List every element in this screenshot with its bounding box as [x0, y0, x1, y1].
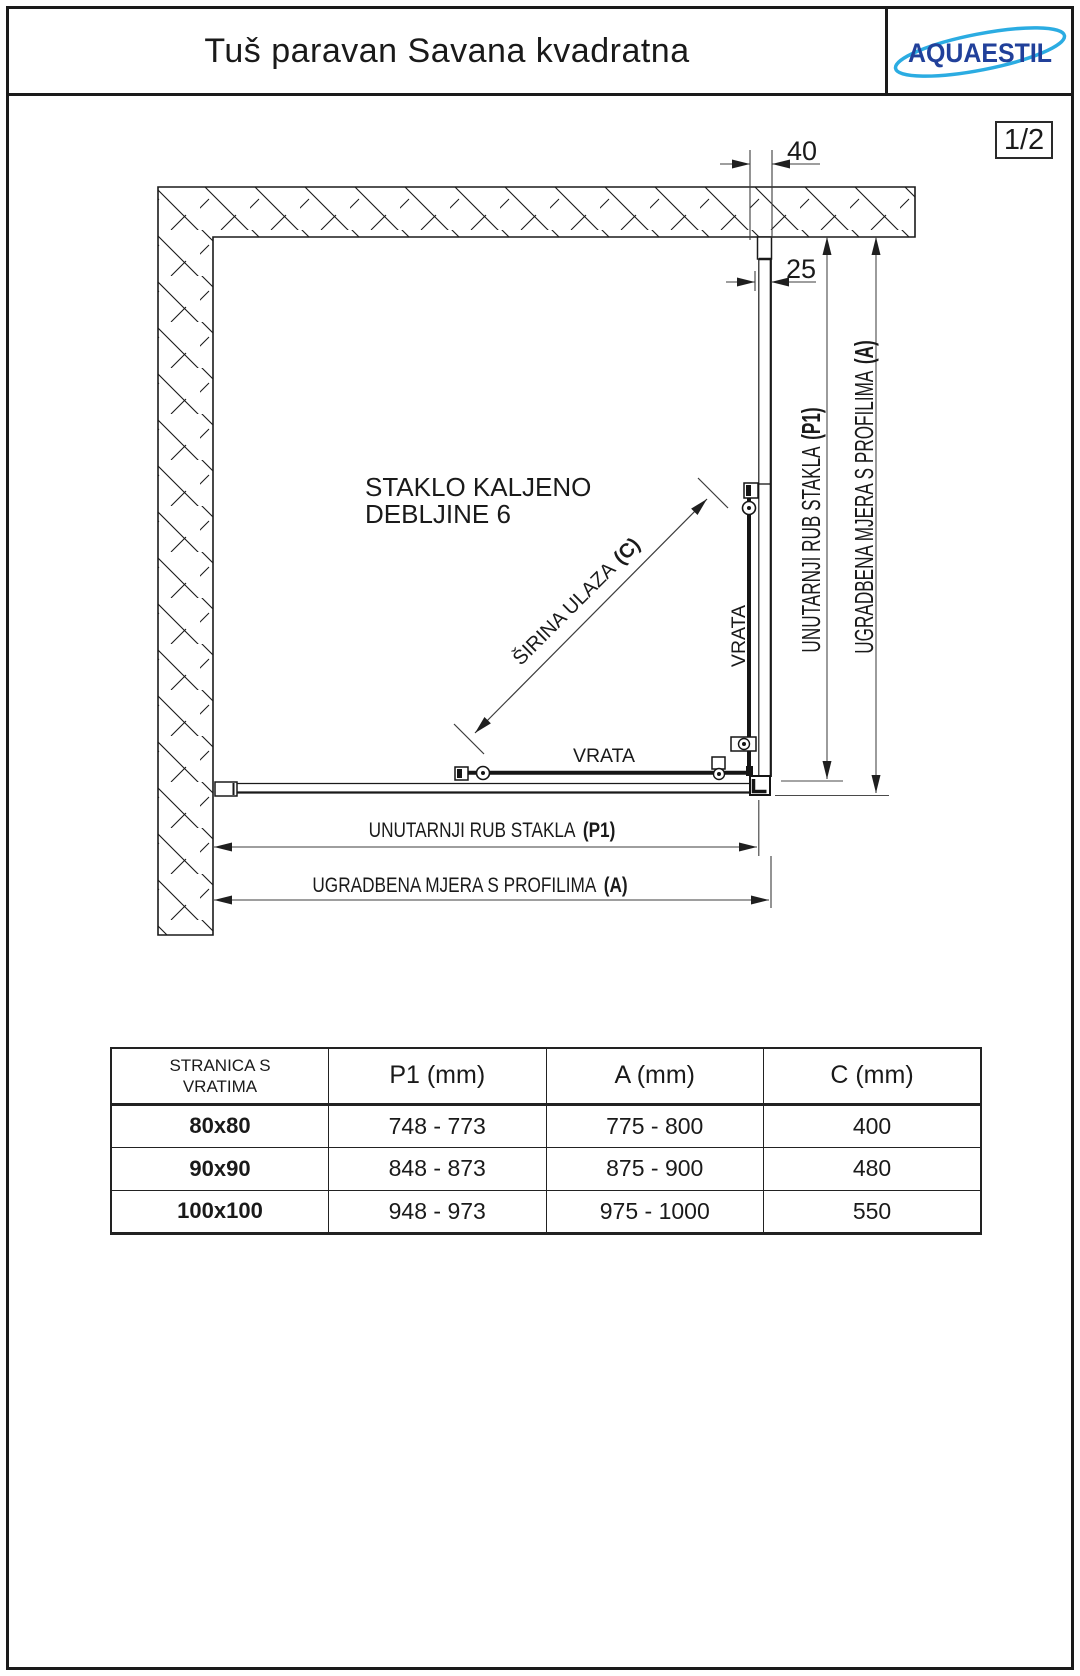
corner-profile — [750, 776, 770, 795]
dim-p1-vertical — [781, 237, 843, 781]
dim-p1-horizontal — [214, 800, 759, 856]
fixed-panel-right — [758, 237, 772, 777]
glass-note — [365, 472, 591, 529]
cell-size: 80x80 — [111, 1104, 329, 1147]
col-header-p1: P1 (mm) — [329, 1048, 547, 1104]
cell-size: 100x100 — [111, 1190, 329, 1233]
glass-note-line2: DEBLJINE 6 — [365, 499, 511, 529]
cell-p1: 748 - 773 — [329, 1104, 547, 1147]
dim-40-value: 40 — [787, 136, 818, 166]
cell-c: 400 — [764, 1104, 982, 1147]
a-vertical-label: UGRADBENA MJERA S PROFILIMA(A) — [849, 340, 879, 654]
roller-bracket — [712, 757, 725, 769]
cell-c: 480 — [764, 1147, 982, 1190]
door-label-horizontal: VRATA — [572, 745, 636, 767]
dim-a-vertical — [775, 237, 889, 796]
p1-vertical-label: UNUTARNJI RUB STAKLA(P1) — [796, 407, 826, 653]
dim-25-value: 25 — [786, 254, 817, 284]
a-horizontal-label: UGRADBENA MJERA S PROFILIMA (A) — [312, 874, 628, 898]
table-row — [111, 1190, 981, 1233]
entrance-label: ŠIRINA ULAZA(C) — [508, 533, 645, 670]
col-header-size: STRANICA S VRATIMA — [111, 1048, 329, 1104]
page-title: Tuš paravan Savana kvadratna — [204, 31, 690, 70]
table-row — [111, 1104, 981, 1147]
col-header-a: A (mm) — [546, 1048, 764, 1104]
cell-c: 550 — [764, 1190, 982, 1233]
cell-p1: 848 - 873 — [329, 1147, 547, 1190]
table-header-row — [111, 1048, 981, 1104]
cell-size: 90x90 — [111, 1147, 329, 1190]
cell-a: 775 - 800 — [546, 1104, 764, 1147]
cell-a: 875 - 900 — [546, 1147, 764, 1190]
cell-a: 975 - 1000 — [546, 1190, 764, 1233]
glass-note-line1: STAKLO KALJENO — [365, 472, 592, 502]
cell-p1: 948 - 973 — [329, 1190, 547, 1233]
p1-horizontal-label: UNUTARNJI RUB STAKLA (P1) — [368, 819, 616, 843]
page-indicator: 1/2 — [995, 121, 1053, 159]
logo-text: AQUAESTIL — [907, 38, 1052, 68]
col-header-c: C (mm) — [764, 1048, 982, 1104]
dim-a-horizontal — [214, 856, 771, 908]
fixed-panel-bottom — [215, 782, 752, 796]
table-row — [111, 1147, 981, 1190]
spec-table — [110, 1047, 982, 1235]
door-label-vertical: VRATA — [728, 604, 750, 668]
